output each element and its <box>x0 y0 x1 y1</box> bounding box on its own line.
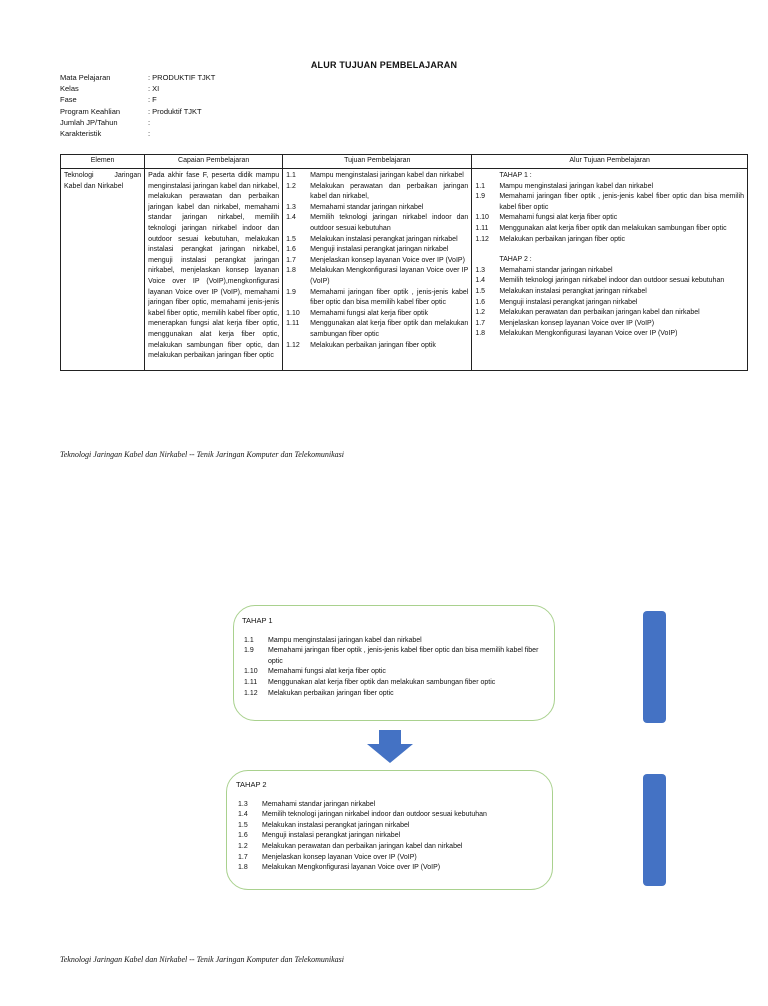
tahap2-box <box>226 770 553 890</box>
list-item: 1.4 Memilih teknologi jaringan nirkabel indoor dan outdoor sesuai kebutuhan <box>475 277 725 285</box>
list-item: 1.2 Melakukan perawatan dan perbaikan jaringan kabel dan nirkabel <box>475 309 700 317</box>
list-item: 1.1 Mampu menginstalasi jaringan kabel dan nirkabel <box>244 636 422 644</box>
document-title: ALUR TUJUAN PEMBELAJARAN <box>310 60 458 70</box>
list-item: 1.6 Menguji instalasi perangkat jaringan nirkabel <box>286 246 449 254</box>
list-item: 1.5 Melakukan instalasi perangkat jaringan nirkabel <box>475 287 647 295</box>
list-item: 1.12 Melakukan perbaikan jaringan fiber optic <box>475 235 625 243</box>
page-footer: Teknologi Jaringan Kabel dan Nirkabel -- Tenik Jaringan Komputer dan Telekomunikasi <box>60 450 344 459</box>
cell-alur <box>472 169 748 371</box>
list-item: 1.6 Menguji instalasi perangkat jaringan nirkabel <box>238 832 401 840</box>
list-item: 1.12 Melakukan perbaikan jaringan fiber optic <box>244 689 394 697</box>
list-item: 1.6 Menguji instalasi perangkat jaringan nirkabel <box>475 298 638 306</box>
list-item: 1.2 Melakukan perawatan dan perbaikan jaringan kabel dan nirkabel, <box>286 182 469 201</box>
list-item: 1.12 Melakukan perbaikan jaringan fiber optik <box>286 341 436 349</box>
cell-tujuan <box>283 169 472 371</box>
list-item: 1.3 Memahami standar jaringan nirkabel <box>475 266 613 274</box>
list-item: 1.8 Melakukan Mengkonfigurasi layanan Voice over IP (VoIP) <box>238 864 441 872</box>
list-item: 1.7 Menjelaskan konsep layanan Voice over IP (VoIP) <box>475 319 655 327</box>
list-item: 1.1 Mampu menginstalasi jaringan kabel dan nirkabel <box>286 172 464 179</box>
list-item: 1.9 Memahami jaringan fiber optik , jenis-jenis kabel fiber optic dan bisa memilih kabel fiber optic <box>475 193 744 211</box>
list-item: 1.10 Memahami fungsi alat kerja fiber optic <box>244 668 386 676</box>
meta-row: Mata Pelajaran : PRODUKTIF TJKT <box>60 73 216 82</box>
cell-capaian: Pada akhir fase F, peserta didik mampu menginstalasi jaringan kabel dan nirkabel, melakukan perawatan dan perbaikan jaringan kabel dan nirkabel, memahami standar jaringan nirkabel, memilih teknologi jaringan nirkabel indoor dan outdoor sesuai kebutuhan, melakukan instalasi perangkat jaringan nirkabel, menguji instalasi perangkat jaringan nirkabel, menjelaskan konsep layanan Voice over IP (VoIP),mengkonfigurasi layanan Voice over IP (VoIP), memahami jaringan fiber optic, memahami jenis-jenis kabel fiber optic, memilih kabel fiber optic, menerapkan fungsi alat kerja fiber optic, menggunakan alat kerja fiber optic, melakukan sambungan fiber optic, dan melakukan perbaikan jaringan fiber optic <box>145 169 283 371</box>
tahap2-side-bar <box>643 774 666 886</box>
list-item: 1.7 Menjelaskan konsep layanan Voice over IP (VoIP) <box>238 853 417 861</box>
learning-flow-table <box>60 154 748 371</box>
meta-info <box>60 72 215 139</box>
list-item: 1.8 Melakukan Mengkonfigurasi layanan Voice over IP (VoIP) <box>475 330 678 338</box>
list-item: 1.8 Melakukan Mengkonfigurasi layanan Voice over IP (VoIP) <box>286 267 469 285</box>
meta-row: Karakteristik : <box>60 129 151 139</box>
meta-row: Kelas : XI <box>60 84 160 94</box>
tahap1-box-title: TAHAP 1 <box>242 616 273 625</box>
header-alur: Alur Tujuan Pembelajaran <box>472 155 748 169</box>
list-item: 1.9 Memahami jaringan fiber optik , jenis-jenis kabel fiber optic dan bisa memilih kabel fiber optic <box>286 288 469 307</box>
list-item: 1.4 Memilih teknologi jaringan nirkabel indoor dan outdoor sesuai kebutuhan <box>286 214 469 232</box>
tahap1-side-bar <box>643 611 666 723</box>
list-item: 1.11 Menggunakan alat kerja fiber optik dan melakukan sambungan fiber optic <box>475 224 727 232</box>
list-item: 1.11 Menggunakan alat kerja fiber optik dan melakukan sambungan fiber optic <box>286 320 469 338</box>
list-item: 1.3 Memahami standar jaringan nirkabel <box>238 800 376 808</box>
page-footer-2: Teknologi Jaringan Kabel dan Nirkabel -- Tenik Jaringan Komputer dan Telekomunikasi <box>60 955 344 964</box>
header-tujuan: Tujuan Pembelajaran <box>283 155 472 169</box>
list-item: 1.2 Melakukan perawatan dan perbaikan jaringan kabel dan nirkabel <box>238 842 463 850</box>
list-item: 1.11 Menggunakan alat kerja fiber optik dan melakukan sambungan fiber optic <box>244 678 496 686</box>
table-header-row <box>61 155 748 169</box>
list-item: 1.5 Melakukan instalasi perangkat jaringan nirkabel <box>286 235 458 243</box>
list-item: 1.1 Mampu menginstalasi jaringan kabel dan nirkabel <box>475 182 654 190</box>
list-item: 1.9 Memahami jaringan fiber optik , jenis-jenis kabel fiber optic dan bisa memilih kabel fiber optic <box>244 647 539 665</box>
list-item: 1.5 Melakukan instalasi perangkat jaringan nirkabel <box>238 821 410 829</box>
meta-row: Program Keahlian : Produktif TJKT <box>60 106 202 116</box>
list-item: 1.3 Memahami standar jaringan nirkabel <box>286 203 424 211</box>
list-item: 1.4 Memilih teknologi jaringan nirkabel indoor dan outdoor sesuai kebutuhan <box>238 811 487 819</box>
tahap2-box-title: TAHAP 2 <box>236 780 267 789</box>
table-row <box>61 169 748 371</box>
meta-row: Jumlah JP/Tahun : <box>60 117 151 127</box>
header-capaian: Capaian Pembelajaran <box>145 155 283 169</box>
list-item: 1.10 Memahami fungsi alat kerja fiber optik <box>286 309 429 317</box>
tahap2-heading: TAHAP 2 : <box>499 256 532 264</box>
tahap1-heading: TAHAP 1 : <box>499 172 532 179</box>
list-item: 1.10 Memahami fungsi alat kerja fiber optic <box>475 214 618 222</box>
header-elemen: Elemen <box>61 155 145 169</box>
list-item: 1.7 Menjelaskan konsep layanan Voice over IP (VoIP) <box>286 256 465 264</box>
arrow-down-icon <box>366 730 414 764</box>
meta-row: Fase : F <box>60 95 157 105</box>
cell-elemen: Teknologi Jaringan Kabel dan Nirkabel <box>61 169 145 371</box>
tahap1-box <box>233 605 555 721</box>
